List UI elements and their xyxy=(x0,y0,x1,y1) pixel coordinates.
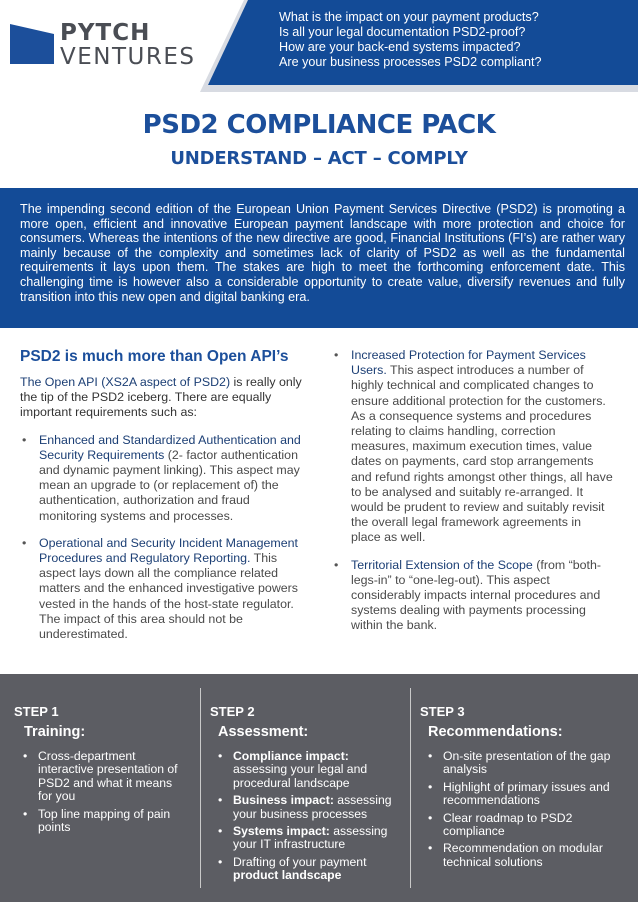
logo-text-pytch: PYTCH xyxy=(60,20,151,46)
list-item xyxy=(427,750,627,777)
item-highlight: Enhanced and Standardized Authentication and Security Requirements xyxy=(39,432,301,462)
item-highlight: Operational and Security Incident Management Procedures and Regulatory Reporting. xyxy=(39,535,298,566)
step-number: STEP 2 xyxy=(210,704,255,719)
header-question: Is all your legal documentation PSD2-proof? xyxy=(279,25,526,39)
list-item xyxy=(217,856,397,883)
divider xyxy=(410,688,411,888)
page-header xyxy=(0,0,638,92)
bullet-icon: • xyxy=(428,779,433,794)
list-item xyxy=(217,825,397,852)
list-item xyxy=(20,433,310,524)
bullet-icon: • xyxy=(22,432,27,447)
item-text: Top line mapping of pain points xyxy=(38,806,171,835)
left-column xyxy=(20,348,310,654)
step-number: STEP 1 xyxy=(14,704,59,719)
item-bold: Compliance impact: xyxy=(233,749,349,763)
step-3 xyxy=(412,674,638,902)
step-title: Recommendations: xyxy=(428,724,563,740)
list-item xyxy=(217,794,397,821)
list-item xyxy=(332,348,614,546)
requirements-list-continued xyxy=(332,348,614,634)
bullet-icon: • xyxy=(428,841,433,856)
item-text: Highlight of primary issues and recommendations xyxy=(443,779,610,808)
intro-band xyxy=(0,188,638,328)
divider xyxy=(200,688,201,888)
item-text: Recommendation on modular technical solutions xyxy=(443,841,603,869)
list-item xyxy=(427,842,627,869)
step-list xyxy=(427,750,627,873)
list-item xyxy=(427,812,627,839)
bullet-icon: • xyxy=(23,749,28,763)
logo-text-ventures: VENTURES xyxy=(60,44,196,70)
step-title: Training: xyxy=(24,724,86,740)
bullet-icon: • xyxy=(428,749,433,763)
list-item xyxy=(332,558,614,634)
item-text: This aspect lays down all the compliance related matters and the enhanced investigative powers vested in the hands of the host-state regulator. The impact of this area should not be underestimated. xyxy=(39,551,298,642)
bullet-icon: • xyxy=(334,348,339,362)
step-1 xyxy=(0,674,200,902)
item-highlight: Increased Protection for Payment Services Users. xyxy=(351,348,586,378)
bullet-icon: • xyxy=(218,824,223,839)
intro-paragraph: The impending second edition of the European Union Payment Services Directive (PSD2) is promoting a more open, efficient and innovative European payment landscape with more protection and choice for consumers. Whereas the intentions of the new directive are good, Financial Institutions (FI’s) are rather wary mainly because of the complexity and sometimes lack of clarity of PSD2 as well as the fundamental requirements it lays upon them. The stakes are high to meet the forthcoming enforcement date. This challenging time is however also a considerable opportunity to create value, diversify revenues and fully transition into this new open and digital banking era. xyxy=(20,202,625,304)
item-bold: Systems impact: xyxy=(233,824,330,839)
step-list xyxy=(217,750,397,887)
item-text: (from “both-legs-in” to “one-leg-out). This aspect considerably impacts internal procedures and systems dealing with payments processing within the bank. xyxy=(351,557,601,633)
step-title: Assessment: xyxy=(218,724,309,740)
steps-band xyxy=(0,674,638,902)
step-number: STEP 3 xyxy=(420,704,465,719)
lead-highlight: The Open API (XS2A aspect of PSD2) xyxy=(20,375,231,389)
requirements-list xyxy=(20,433,310,643)
page-subtitle: UNDERSTAND – ACT – COMPLY xyxy=(170,148,468,169)
list-item xyxy=(217,750,397,790)
item-text: On-site presentation of the gap analysis xyxy=(443,749,611,777)
item-text: assessing your business processes xyxy=(233,793,392,821)
bullet-icon: • xyxy=(218,749,223,763)
item-text: This aspect introduces a number of highly technical and complicated changes to ensure additional protection for the customers. As a consequence systems and procedures relating to claims handling, correction measures, maximum execution times, value dates on payments, card stop arrangements and refund rights amongst other things, all have to be analysed and suitably re-arranged. It would be prudent to review and suitably revisit the overall legal framework agreements in place as well. xyxy=(351,363,613,545)
pytch-ventures-logo xyxy=(10,20,200,70)
bullet-icon: • xyxy=(22,535,27,550)
list-item xyxy=(20,536,310,642)
item-text: assessing your legal and procedural landscape xyxy=(233,762,368,790)
header-question: How are your back-end systems impacted? xyxy=(279,40,521,54)
section-heading: PSD2 is much more than Open API’s xyxy=(20,348,289,365)
page-title: PSD2 COMPLIANCE PACK xyxy=(142,110,496,140)
right-column xyxy=(332,348,614,646)
bullet-icon: • xyxy=(218,854,223,869)
bullet-icon: • xyxy=(218,793,223,808)
list-item xyxy=(427,781,627,808)
item-text: Cross-department interactive presentation of PSD2 and what it means for you xyxy=(38,749,178,804)
item-bold: product landscape xyxy=(233,868,342,883)
item-text: (2- factor authentication and dynamic payment linking). This aspect may mean an upgrade to (or replacement of) the authentication, authorization and fraud monitoring systems and processes. xyxy=(39,447,300,523)
list-item xyxy=(22,750,187,804)
list-item xyxy=(22,808,187,835)
lead-paragraph xyxy=(20,375,310,421)
item-text: Clear roadmap to PSD2 compliance xyxy=(443,810,573,839)
item-highlight: Territorial Extension of the Scope xyxy=(351,557,533,572)
header-question: Are your business processes PSD2 compliant? xyxy=(279,55,542,69)
bullet-icon: • xyxy=(428,810,433,825)
step-list xyxy=(22,750,187,838)
item-text: assessing your IT infrastructure xyxy=(233,824,388,852)
item-bold: Business impact: xyxy=(233,793,334,808)
step-2 xyxy=(202,674,410,902)
bullet-icon: • xyxy=(334,557,339,572)
logo-mark-icon xyxy=(10,24,54,64)
header-question: What is the impact on your payment products? xyxy=(279,10,539,24)
bullet-icon: • xyxy=(23,806,28,821)
header-questions xyxy=(279,10,629,70)
item-text: Drafting of your payment xyxy=(233,854,367,869)
lead-text: is really only the tip of the PSD2 iceberg. There are equally important requirements such as: xyxy=(20,375,302,420)
